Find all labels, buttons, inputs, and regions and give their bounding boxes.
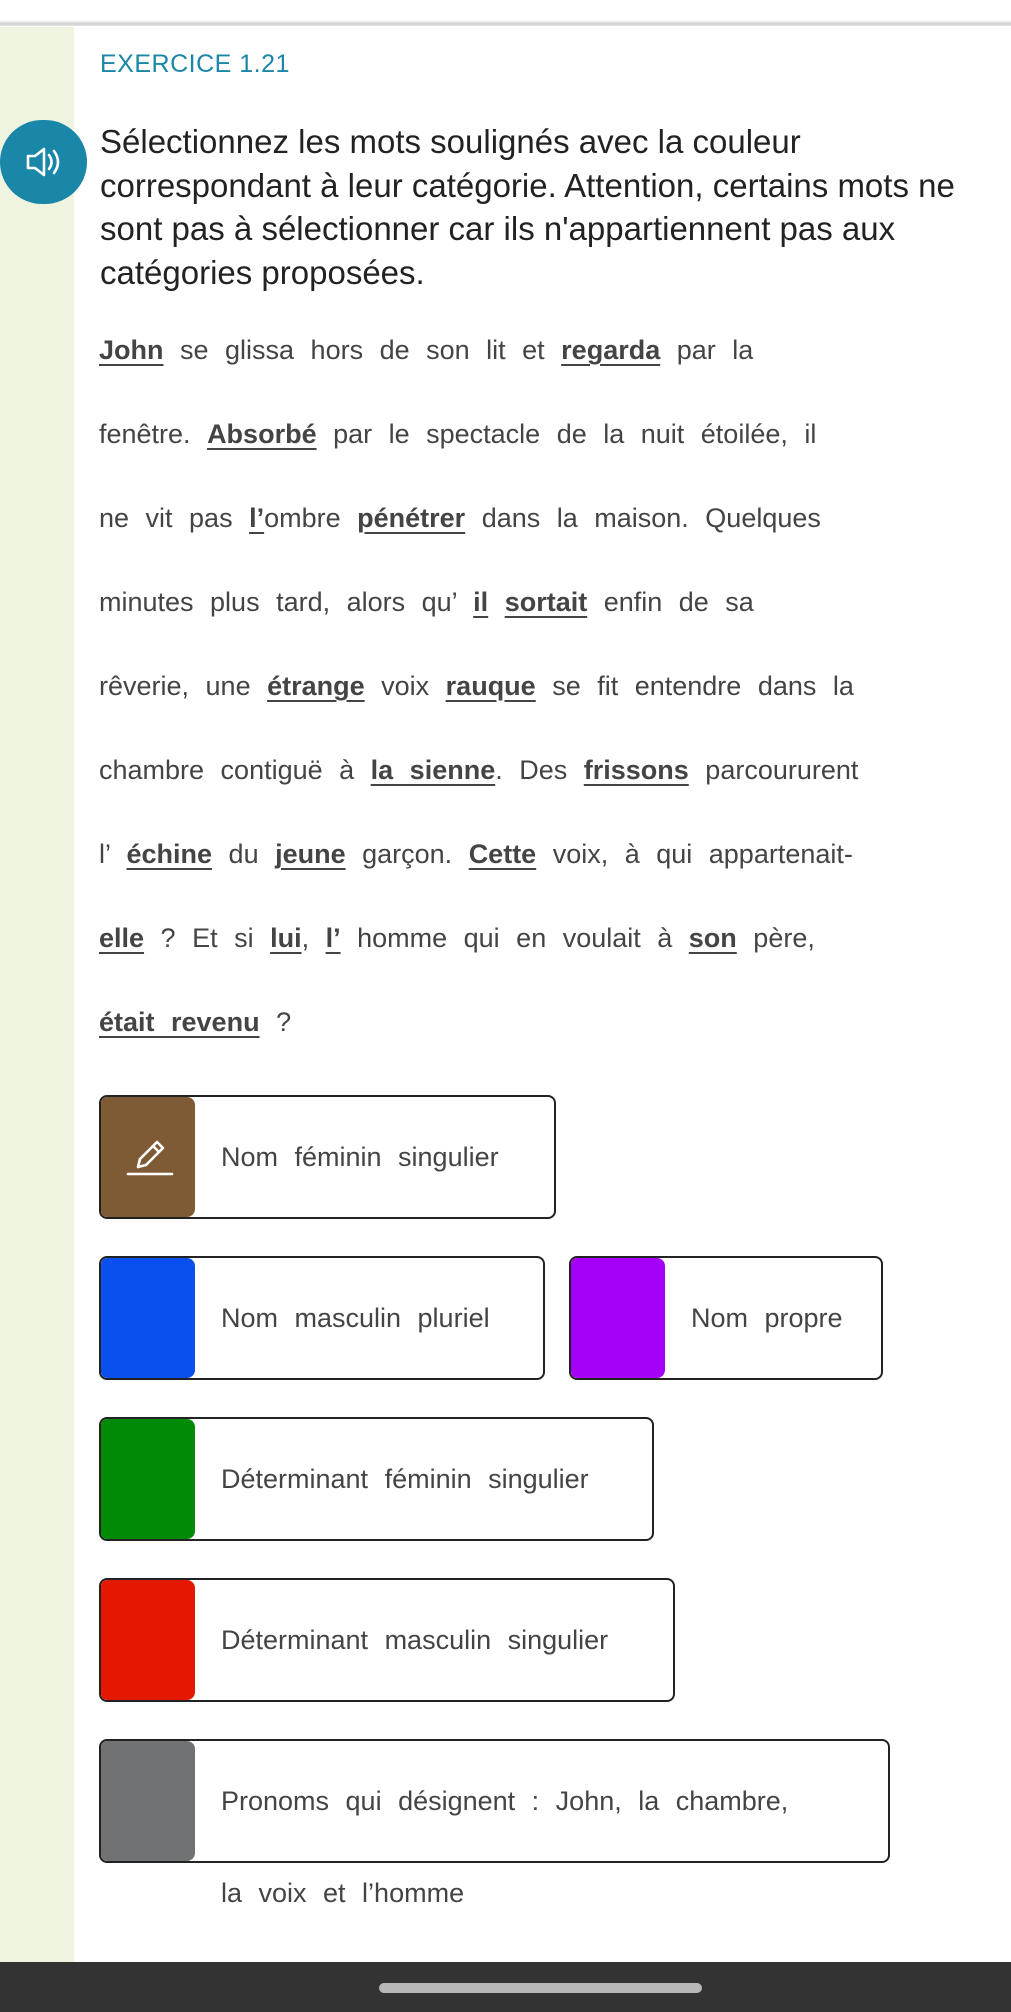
passage-text: par le spectacle de la nuit étoilée, il (316, 419, 817, 449)
passage-text: enfin de sa (587, 587, 754, 617)
category-swatch (101, 1741, 195, 1861)
underlined-word[interactable]: pénétrer (357, 503, 466, 533)
passage-line (99, 666, 939, 750)
underlined-word[interactable]: elle (99, 923, 145, 953)
passage-text: l’ (99, 839, 127, 869)
category-nom-masculin-pluriel[interactable] (99, 1256, 545, 1380)
category-label: Nom propre (691, 1302, 843, 1333)
speaker-icon (24, 144, 64, 180)
underlined-word[interactable]: Absorbé (207, 419, 317, 449)
passage-line (99, 750, 939, 834)
underlined-word[interactable]: l’ (325, 923, 341, 953)
passage-line (99, 1002, 939, 1086)
instruction-text: Sélectionnez les mots soulignés avec la couleur correspondant à leur catégorie. Attention, certains mots ne sont pas à sélectionner car ils n'appartiennent pas aux catégories proposées. (100, 123, 955, 291)
audio-button[interactable] (0, 120, 87, 204)
pencil-icon (120, 1129, 176, 1185)
underlined-word[interactable]: jeune (275, 839, 346, 869)
passage-text: rêverie, une (99, 671, 268, 701)
category-swatch (101, 1419, 195, 1539)
underlined-word[interactable]: Cette (468, 839, 537, 869)
passage-text: parcoururent (688, 755, 859, 785)
passage-text: du (212, 839, 276, 869)
passage-text: dans la maison. Quelques (465, 503, 821, 533)
underlined-word[interactable]: son (688, 923, 737, 953)
passage-line (99, 918, 939, 1002)
passage-text: père, (736, 923, 815, 953)
underlined-word[interactable]: regarda (561, 335, 661, 365)
passage-line (99, 582, 939, 666)
passage (99, 330, 939, 1086)
passage-text: voix, à qui appartenait- (536, 839, 853, 869)
category-determinant-feminin-singulier[interactable] (99, 1417, 654, 1541)
passage-line (99, 834, 939, 918)
passage-line (99, 498, 939, 582)
category-nom-propre[interactable] (569, 1256, 883, 1380)
passage-text: . Des (495, 755, 584, 785)
underlined-word[interactable]: l’ (249, 503, 265, 533)
passage-text: , (301, 923, 326, 953)
passage-text: minutes plus tard, alors qu’ (99, 587, 474, 617)
passage-text: voix (364, 671, 446, 701)
category-label: Pronoms qui désignent : John, la chambre, (221, 1785, 789, 1816)
passage-text: fenêtre. (99, 419, 208, 449)
category-label: Déterminant masculin singulier (221, 1624, 609, 1655)
underlined-word[interactable]: la sienne (370, 755, 496, 785)
underlined-word[interactable]: échine (126, 839, 213, 869)
category-swatch (101, 1097, 195, 1217)
underlined-word[interactable]: John (99, 335, 164, 365)
passage-text: par la (660, 335, 754, 365)
exercise-title: EXERCICE 1.21 (100, 50, 290, 78)
passage-text (488, 587, 505, 617)
category-determinant-masculin-singulier[interactable] (99, 1578, 675, 1702)
underlined-word[interactable]: sortait (504, 587, 588, 617)
passage-text: garçon. (345, 839, 469, 869)
category-label: Nom masculin pluriel (221, 1302, 490, 1333)
passage-text: ? (259, 1007, 292, 1037)
category-swatch (101, 1580, 195, 1700)
passage-text: chambre contiguë à (99, 755, 371, 785)
passage-line (99, 330, 939, 414)
category-label: Déterminant féminin singulier (221, 1463, 589, 1494)
passage-text: homme qui en voulait à (340, 923, 689, 953)
underlined-word[interactable]: frissons (583, 755, 689, 785)
home-indicator[interactable] (379, 1983, 702, 1993)
underlined-word[interactable]: étrange (267, 671, 365, 701)
category-nom-feminin-singulier[interactable] (99, 1095, 556, 1219)
passage-text: ne vit pas (99, 503, 250, 533)
passage-text: ? Et si (144, 923, 271, 953)
category-swatch (101, 1258, 195, 1378)
category-label-continuation: la voix et l’homme (221, 1878, 465, 1908)
category-label: Nom féminin singulier (221, 1141, 499, 1172)
passage-text: se fit entendre dans la (535, 671, 854, 701)
underlined-word[interactable]: était revenu (99, 1007, 260, 1037)
category-swatch (571, 1258, 665, 1378)
top-edge (0, 0, 1011, 26)
underlined-word[interactable]: il (473, 587, 489, 617)
underlined-word[interactable]: rauque (445, 671, 536, 701)
passage-line (99, 414, 939, 498)
underlined-word[interactable]: lui (270, 923, 302, 953)
left-margin-strip (0, 27, 74, 1962)
passage-text: ombre (264, 503, 358, 533)
passage-text: se glissa hors de son lit et (163, 335, 562, 365)
category-pronoms[interactable] (99, 1739, 890, 1863)
